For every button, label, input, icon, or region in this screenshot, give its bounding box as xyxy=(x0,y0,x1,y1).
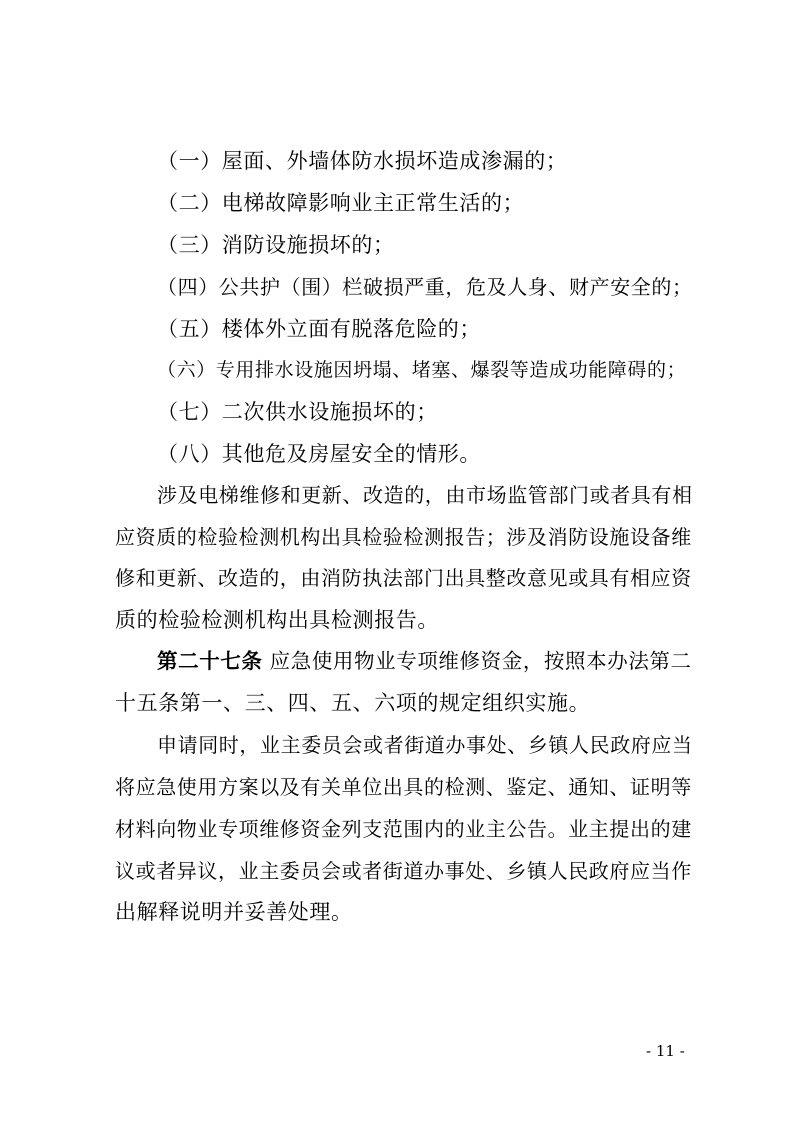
item-8: （八）其他危及房屋安全的情形。 xyxy=(157,442,481,466)
item-2: （二）电梯故障影响业主正常生活的； xyxy=(157,191,525,215)
item-3: （三）消防设施损坏的； xyxy=(157,233,395,257)
item-5: （五）楼体外立面有脱落危险的； xyxy=(157,317,481,341)
page-number: - 11 - xyxy=(646,1042,685,1060)
paragraph-line: 应资质的检验检测机构出具检验检测报告；涉及消防设施设备维 xyxy=(115,525,692,549)
paragraph-line: 涉及电梯维修和更新、改造的，由市场监管部门或者具有相 xyxy=(157,483,693,507)
article-text: 应急使用物业专项维修资金，按照本办法第二 xyxy=(269,649,692,673)
item-1: （一）屋面、外墙体防水损坏造成渗漏的； xyxy=(157,149,568,173)
article-line: 十五条第一、三、四、五、六项的规定组织实施。 xyxy=(115,691,591,715)
paragraph-line: 修和更新、改造的，由消防执法部门出具整改意见或具有相应资 xyxy=(115,566,692,590)
paragraph-line: 将应急使用方案以及有关单位出具的检测、鉴定、通知、证明等 xyxy=(115,775,692,799)
article-heading-line xyxy=(157,647,692,675)
item-4: （四）公共护（围）栏破损严重，危及人身、财产安全的； xyxy=(157,275,693,299)
item-6: （六）专用排水设施因坍塌、堵塞、爆裂等造成功能障碍的； xyxy=(157,359,687,381)
paragraph-line: 质的检验检测机构出具检测报告。 xyxy=(115,608,439,632)
article-title: 第二十七条 xyxy=(157,649,263,673)
paragraph-line: 出解释说明并妥善处理。 xyxy=(115,900,353,924)
paragraph-line: 议或者异议，业主委员会或者街道办事处、乡镇人民政府应当作 xyxy=(115,859,692,883)
paragraph-line: 申请同时，业主委员会或者街道办事处、乡镇人民政府应当 xyxy=(157,733,693,757)
item-7: （七）二次供水设施损坏的； xyxy=(157,400,438,424)
paragraph-line: 材料向物业专项维修资金列支范围内的业主公告。业主提出的建 xyxy=(115,817,692,841)
